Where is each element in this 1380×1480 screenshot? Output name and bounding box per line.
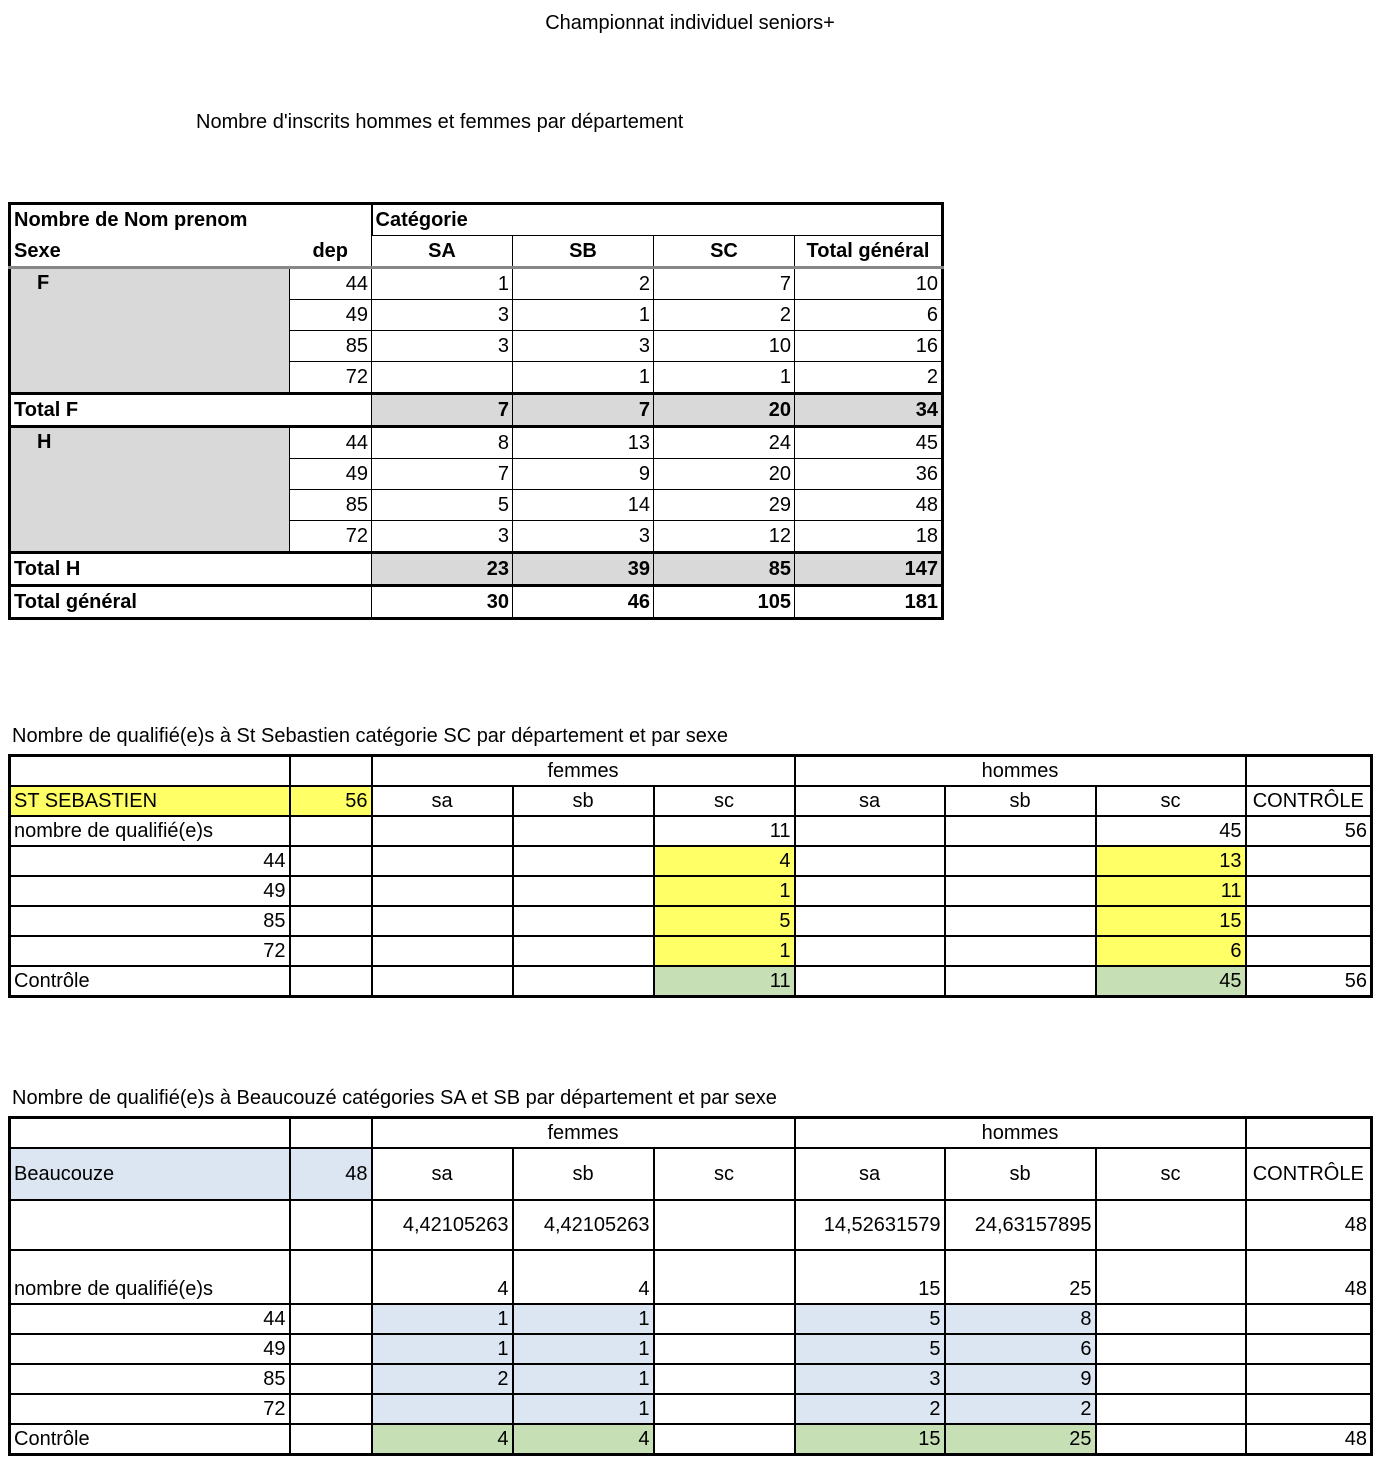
dep-label: 44: [10, 846, 290, 876]
controle-cell: 56: [1246, 966, 1372, 997]
data-cell: 6: [1096, 936, 1246, 966]
data-cell: 1: [513, 1394, 654, 1424]
subcol-header: sa: [795, 786, 945, 816]
subcol-header: sb: [945, 1148, 1096, 1200]
empty-cell: [290, 1250, 372, 1304]
pivot-cell: 8: [372, 427, 513, 459]
empty-cell: [1246, 1304, 1372, 1334]
empty-cell: [372, 966, 513, 997]
empty-cell: [290, 966, 372, 997]
empty-cell: [290, 846, 372, 876]
table-row: [10, 786, 1372, 816]
empty-cell: [290, 1364, 372, 1394]
empty-cell: [290, 1394, 372, 1424]
pivot-sexe-f: F: [10, 268, 290, 394]
empty-cell: [513, 846, 654, 876]
pivot-cell: 36: [795, 459, 943, 490]
table-row: [10, 1394, 1372, 1424]
calc-cell: 4,42105263: [513, 1200, 654, 1250]
pivot-cell: 2: [513, 268, 654, 300]
section1-title: Nombre d'inscrits hommes et femmes par département: [196, 111, 684, 133]
pivot-cell: [372, 362, 513, 394]
empty-cell: [795, 936, 945, 966]
dep-label: 44: [10, 1304, 290, 1334]
table-row: [10, 816, 1372, 846]
pivot-cell: 9: [513, 459, 654, 490]
pivot-cell: 20: [654, 459, 795, 490]
pivot-col-sc: SC: [654, 236, 795, 268]
pivot-grand-total-cell: 181: [795, 586, 943, 619]
qualif-label: nombre de qualifié(e)s: [10, 1250, 290, 1304]
empty-cell: [654, 1200, 795, 1250]
data-cell: 3: [795, 1364, 945, 1394]
table-row: [10, 876, 1372, 906]
pivot-grand-total-cell: 30: [372, 586, 513, 619]
empty-cell: [10, 1200, 290, 1250]
empty-cell: [945, 846, 1096, 876]
data-cell: 5: [795, 1304, 945, 1334]
calc-cell: 48: [1246, 1200, 1372, 1250]
pivot-dep-header: dep: [312, 239, 349, 262]
table-row: [10, 1304, 1372, 1334]
qualif-cell: 45: [1096, 816, 1246, 846]
empty-cell: [290, 1334, 372, 1364]
pivot-total-label: Total H: [14, 558, 81, 580]
venue-name: ST SEBASTIEN: [10, 786, 290, 816]
dep-label: 49: [10, 1334, 290, 1364]
empty-cell: [1246, 1364, 1372, 1394]
empty-cell: [654, 1424, 795, 1455]
data-cell: 2: [945, 1394, 1096, 1424]
controle-cell: 4: [513, 1424, 654, 1455]
empty-cell: [513, 876, 654, 906]
pivot-dep: 85: [290, 331, 372, 362]
pivot-grand-total-cell: 46: [513, 586, 654, 619]
pivot-cell: 29: [654, 490, 795, 521]
pivot-total-h-row: [10, 553, 943, 586]
empty-cell: [945, 936, 1096, 966]
pivot-cell: 12: [654, 521, 795, 553]
pivot-total-label: Total F: [14, 399, 79, 421]
subcol-header: sc: [654, 786, 795, 816]
pivot-total-cell: 23: [372, 553, 513, 586]
table-row: [10, 268, 943, 300]
pivot-total-cell: 147: [795, 553, 943, 586]
qualif-cell: 56: [1246, 816, 1372, 846]
data-cell: 1: [654, 876, 795, 906]
data-cell: 4: [654, 846, 795, 876]
qualif-cell: 25: [945, 1250, 1096, 1304]
empty-cell: [290, 936, 372, 966]
empty-cell: [795, 906, 945, 936]
table-row: [10, 1118, 1372, 1149]
empty-cell: [10, 1118, 290, 1149]
calc-cell: 24,63157895: [945, 1200, 1096, 1250]
qualif-cell: 15: [795, 1250, 945, 1304]
data-cell: [372, 1394, 513, 1424]
empty-cell: [654, 1364, 795, 1394]
empty-cell: [1246, 876, 1372, 906]
hommes-header: hommes: [795, 756, 1246, 787]
table-row: [10, 966, 1372, 997]
pivot-cell: 16: [795, 331, 943, 362]
controle-header: CONTRÔLE: [1246, 1148, 1372, 1200]
pivot-cell: 3: [372, 521, 513, 553]
data-cell: 2: [795, 1394, 945, 1424]
empty-cell: [945, 876, 1096, 906]
pivot-cell: 1: [513, 300, 654, 331]
controle-cell: 4: [372, 1424, 513, 1455]
empty-cell: [1096, 1424, 1246, 1455]
data-cell: 1: [654, 936, 795, 966]
pivot-grand-total-row: [10, 586, 943, 619]
pivot-total-cell: 34: [795, 394, 943, 427]
pivot-cell: 13: [513, 427, 654, 459]
data-cell: 1: [513, 1304, 654, 1334]
controle-label: Contrôle: [10, 1424, 290, 1455]
table-row: [10, 1364, 1372, 1394]
empty-cell: [1246, 1394, 1372, 1424]
controle-cell: 11: [654, 966, 795, 997]
pivot-dep: 49: [290, 300, 372, 331]
controle-header: CONTRÔLE: [1246, 786, 1372, 816]
empty-cell: [290, 876, 372, 906]
empty-cell: [372, 906, 513, 936]
data-cell: 13: [1096, 846, 1246, 876]
controle-label: Contrôle: [10, 966, 290, 997]
table-row: [10, 936, 1372, 966]
pivot-cell: 3: [372, 300, 513, 331]
pivot-sexe-h: H: [10, 427, 290, 553]
empty-cell: [1246, 936, 1372, 966]
controle-cell: 45: [1096, 966, 1246, 997]
pivot-cell: 5: [372, 490, 513, 521]
empty-cell: [1096, 1304, 1246, 1334]
dep-label: 72: [10, 1394, 290, 1424]
empty-cell: [10, 756, 290, 787]
empty-cell: [795, 966, 945, 997]
pivot-cell: 7: [654, 268, 795, 300]
empty-cell: [1096, 1334, 1246, 1364]
pivot-value-label: Nombre de Nom prenom: [14, 209, 248, 232]
subcol-header: sb: [513, 786, 654, 816]
pivot-category-label: Catégorie: [372, 204, 943, 236]
subcol-header: sa: [795, 1148, 945, 1200]
controle-cell: 25: [945, 1424, 1096, 1455]
empty-cell: [290, 816, 372, 846]
data-cell: 1: [513, 1364, 654, 1394]
empty-cell: [513, 906, 654, 936]
pivot-total-cell: 20: [654, 394, 795, 427]
data-cell: 1: [513, 1334, 654, 1364]
data-cell: 2: [372, 1364, 513, 1394]
subcol-header: sc: [1096, 786, 1246, 816]
table-row: [10, 1148, 1372, 1200]
empty-cell: [1246, 846, 1372, 876]
femmes-header: femmes: [372, 756, 795, 787]
st-sebastien-table: [8, 754, 1373, 998]
table-row: [10, 1424, 1372, 1455]
table-row: [10, 427, 943, 459]
venue-total: 48: [290, 1148, 372, 1200]
empty-cell: [290, 906, 372, 936]
empty-cell: [795, 846, 945, 876]
pivot-col-total: Total général: [795, 236, 943, 268]
empty-cell: [1096, 1364, 1246, 1394]
pivot-cell: 1: [654, 362, 795, 394]
data-cell: 5: [654, 906, 795, 936]
dep-label: 85: [10, 1364, 290, 1394]
pivot-sexe-header: Sexe: [14, 239, 61, 262]
controle-cell: 48: [1246, 1424, 1372, 1455]
empty-cell: [372, 816, 513, 846]
empty-cell: [945, 816, 1096, 846]
empty-cell: [795, 816, 945, 846]
empty-cell: [654, 1250, 795, 1304]
registrations-pivot-table: [8, 202, 944, 620]
empty-cell: [654, 1394, 795, 1424]
pivot-cell: 18: [795, 521, 943, 553]
data-cell: 9: [945, 1364, 1096, 1394]
empty-cell: [513, 816, 654, 846]
subcol-header: sa: [372, 1148, 513, 1200]
dep-label: 49: [10, 876, 290, 906]
section2-title: Nombre de qualifié(e)s à St Sebastien catégorie SC par département et par sexe: [12, 725, 728, 747]
pivot-dep: 44: [290, 427, 372, 459]
pivot-total-f-row: [10, 394, 943, 427]
empty-cell: [290, 756, 372, 787]
pivot-cell: 7: [372, 459, 513, 490]
empty-cell: [1096, 1250, 1246, 1304]
pivot-grand-total-cell: 105: [654, 586, 795, 619]
pivot-cell: 1: [513, 362, 654, 394]
pivot-dep: 72: [290, 521, 372, 553]
empty-cell: [290, 1424, 372, 1455]
qualif-cell: 48: [1246, 1250, 1372, 1304]
data-cell: 5: [795, 1334, 945, 1364]
empty-cell: [1246, 906, 1372, 936]
empty-cell: [945, 906, 1096, 936]
data-cell: 1: [372, 1304, 513, 1334]
beaucouze-table: [8, 1116, 1373, 1456]
subcol-header: sc: [654, 1148, 795, 1200]
pivot-total-cell: 7: [372, 394, 513, 427]
empty-cell: [290, 1200, 372, 1250]
empty-cell: [1246, 756, 1372, 787]
pivot-dep: 49: [290, 459, 372, 490]
qualif-cell: 4: [372, 1250, 513, 1304]
data-cell: 11: [1096, 876, 1246, 906]
subcol-header: sb: [513, 1148, 654, 1200]
venue-total: 56: [290, 786, 372, 816]
qualif-label: nombre de qualifié(e)s: [10, 816, 290, 846]
data-cell: 15: [1096, 906, 1246, 936]
pivot-cell: 14: [513, 490, 654, 521]
pivot-cell: 24: [654, 427, 795, 459]
pivot-dep: 85: [290, 490, 372, 521]
pivot-grand-total-label: Total général: [14, 591, 137, 613]
page-title: Championnat individuel seniors+: [545, 12, 835, 34]
pivot-cell: 10: [795, 268, 943, 300]
empty-cell: [1246, 1118, 1372, 1149]
pivot-cell: 2: [795, 362, 943, 394]
pivot-cell: 3: [513, 521, 654, 553]
table-row: [10, 1334, 1372, 1364]
pivot-total-cell: 85: [654, 553, 795, 586]
qualif-cell: 11: [654, 816, 795, 846]
empty-cell: [1096, 1200, 1246, 1250]
hommes-header: hommes: [795, 1118, 1246, 1149]
pivot-cell: 6: [795, 300, 943, 331]
empty-cell: [1246, 1334, 1372, 1364]
data-cell: 1: [372, 1334, 513, 1364]
pivot-cell: 3: [513, 331, 654, 362]
qualif-cell: 4: [513, 1250, 654, 1304]
pivot-total-cell: 7: [513, 394, 654, 427]
pivot-cell: 48: [795, 490, 943, 521]
dep-label: 72: [10, 936, 290, 966]
empty-cell: [372, 936, 513, 966]
empty-cell: [654, 1304, 795, 1334]
empty-cell: [513, 966, 654, 997]
pivot-cell: 3: [372, 331, 513, 362]
data-cell: 6: [945, 1334, 1096, 1364]
dep-label: 85: [10, 906, 290, 936]
empty-cell: [290, 1304, 372, 1334]
pivot-header-row-1: [10, 204, 943, 236]
pivot-cell: 1: [372, 268, 513, 300]
calc-cell: 14,52631579: [795, 1200, 945, 1250]
empty-cell: [290, 1118, 372, 1149]
subcol-header: sb: [945, 786, 1096, 816]
empty-cell: [372, 846, 513, 876]
table-row: [10, 756, 1372, 787]
pivot-cell: 45: [795, 427, 943, 459]
table-row: [10, 846, 1372, 876]
pivot-header-row-2: [10, 236, 943, 268]
pivot-col-sa: SA: [372, 236, 513, 268]
pivot-dep: 44: [290, 268, 372, 300]
pivot-col-sb: SB: [513, 236, 654, 268]
data-cell: 8: [945, 1304, 1096, 1334]
empty-cell: [654, 1334, 795, 1364]
pivot-cell: 10: [654, 331, 795, 362]
pivot-dep: 72: [290, 362, 372, 394]
femmes-header: femmes: [372, 1118, 795, 1149]
table-row: [10, 906, 1372, 936]
subcol-header: sc: [1096, 1148, 1246, 1200]
venue-name: Beaucouze: [10, 1148, 290, 1200]
empty-cell: [945, 966, 1096, 997]
empty-cell: [372, 876, 513, 906]
empty-cell: [1096, 1394, 1246, 1424]
empty-cell: [795, 876, 945, 906]
controle-cell: 15: [795, 1424, 945, 1455]
empty-cell: [513, 936, 654, 966]
table-row: [10, 1250, 1372, 1304]
pivot-cell: 2: [654, 300, 795, 331]
pivot-total-cell: 39: [513, 553, 654, 586]
table-row: [10, 1200, 1372, 1250]
calc-cell: 4,42105263: [372, 1200, 513, 1250]
subcol-header: sa: [372, 786, 513, 816]
section3-title: Nombre de qualifié(e)s à Beaucouzé catégories SA et SB par département et par sexe: [12, 1087, 777, 1109]
